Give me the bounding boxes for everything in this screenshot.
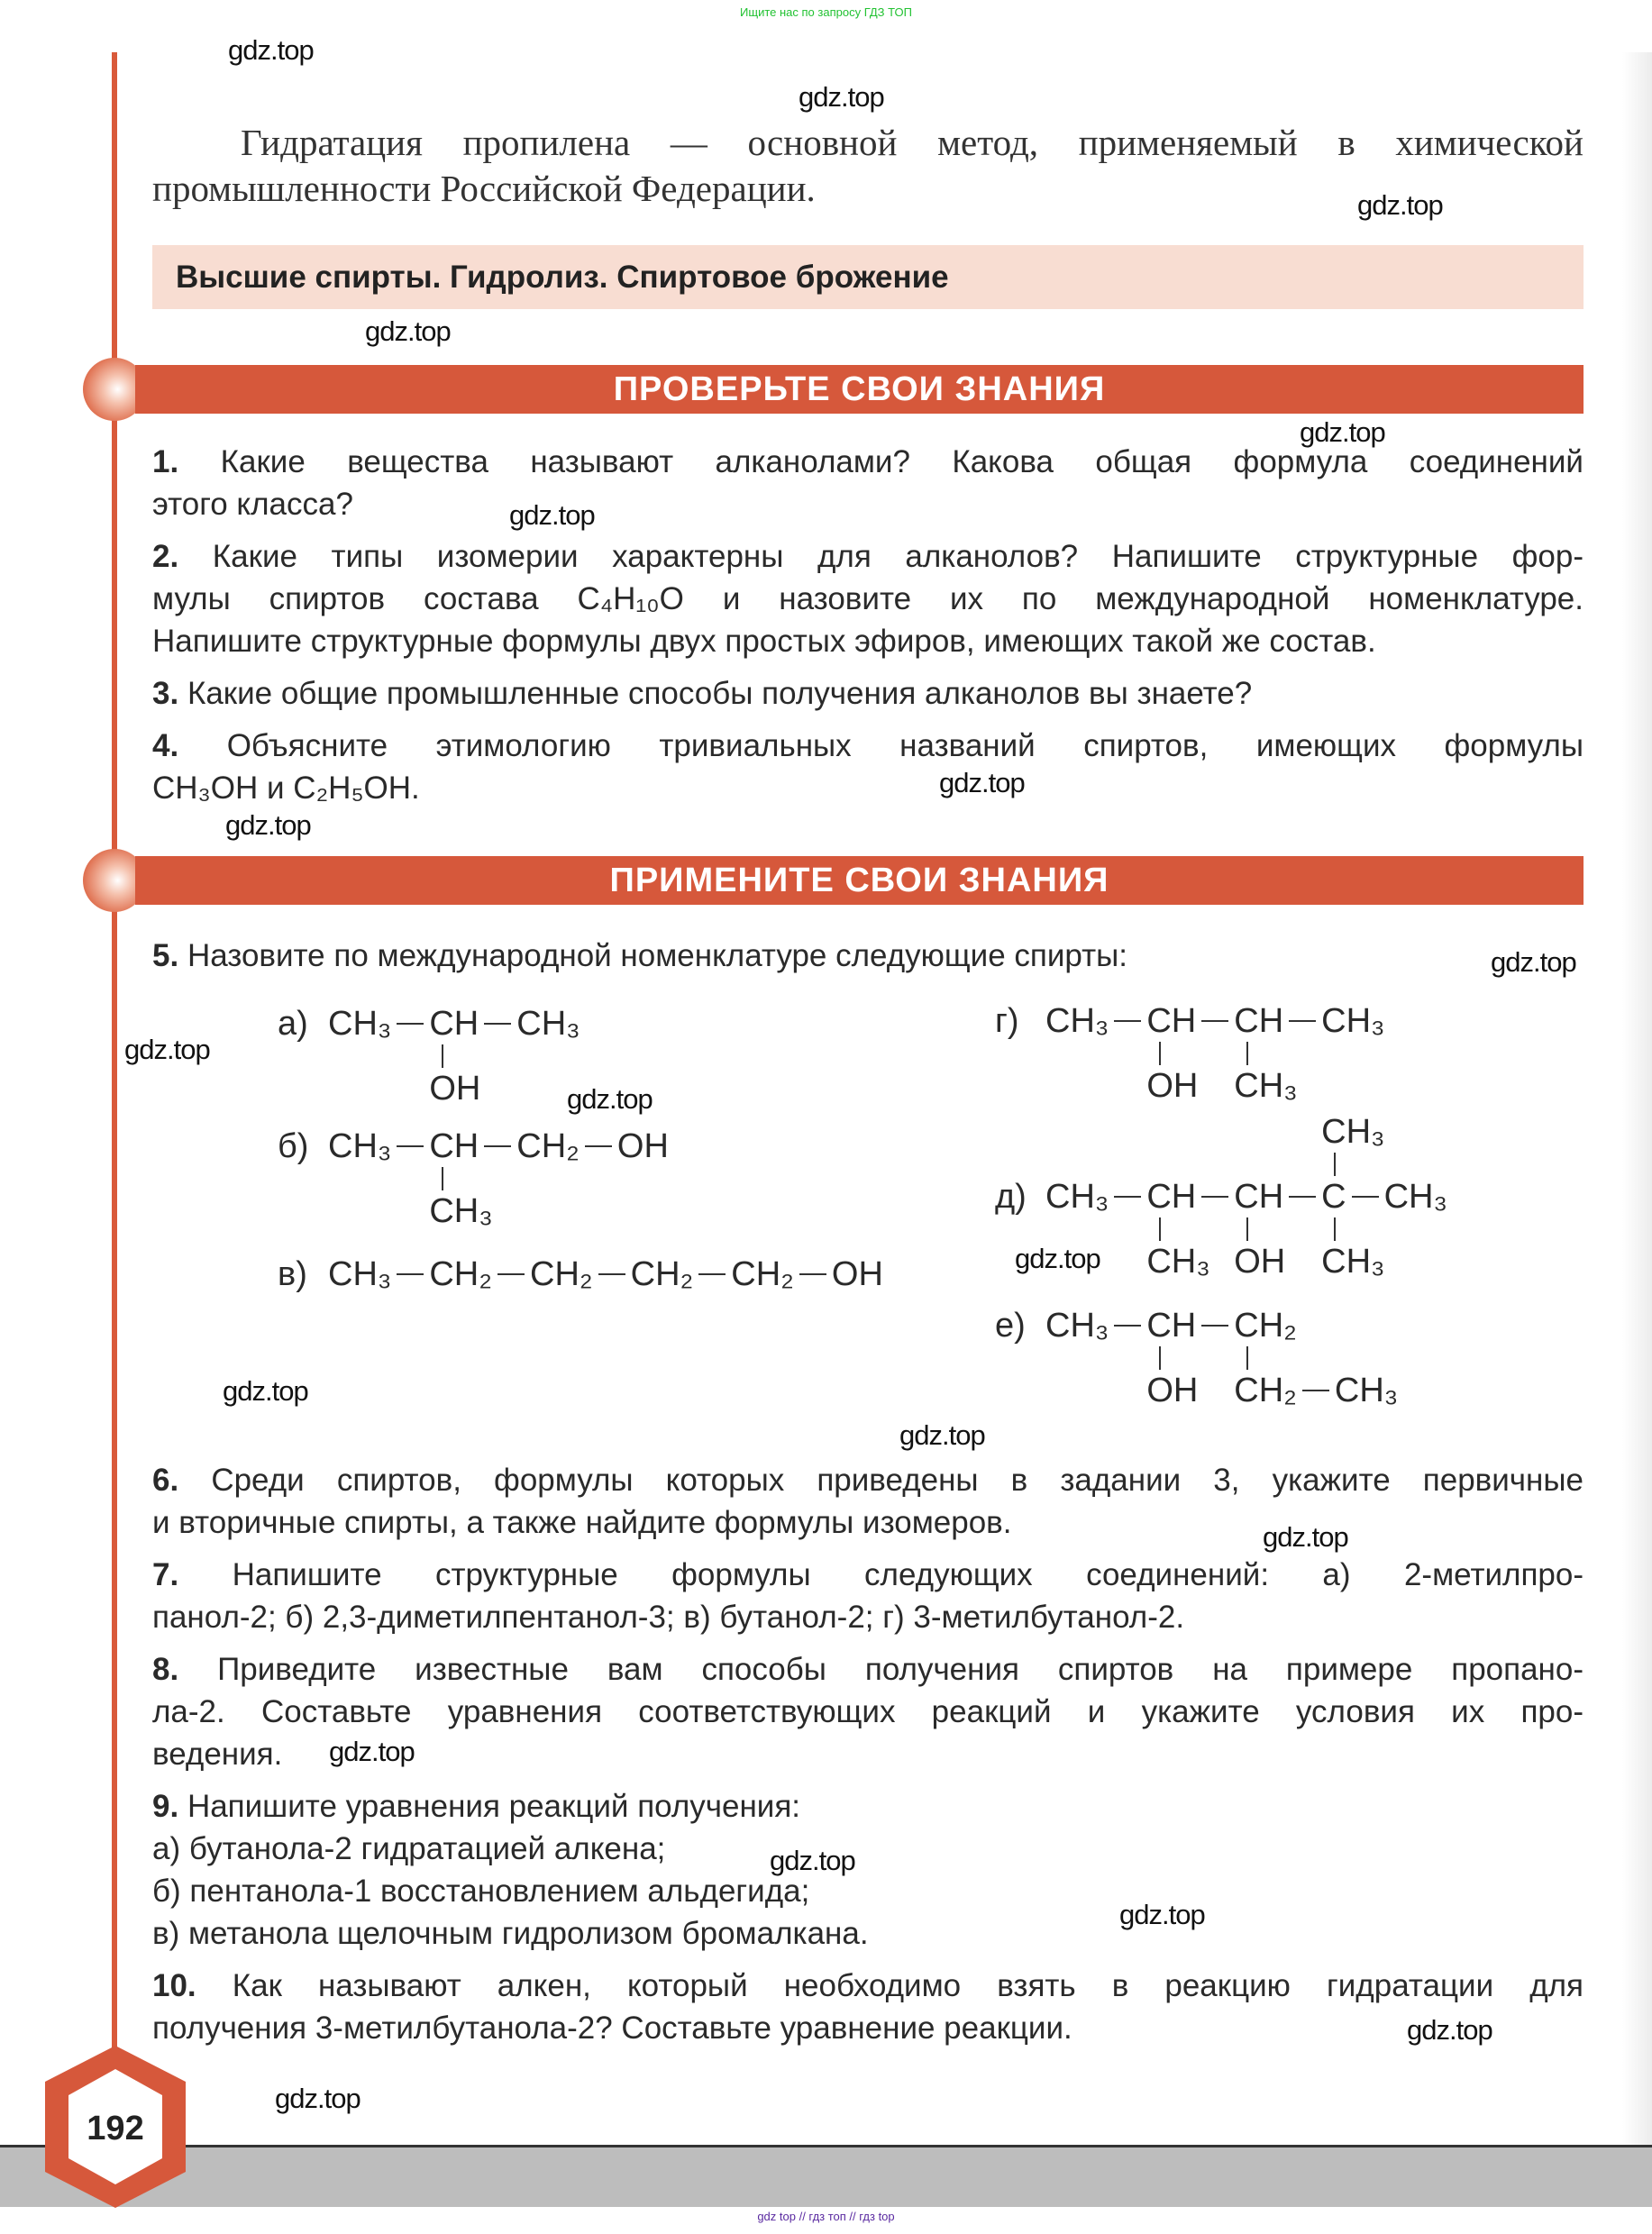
question-line xyxy=(152,1596,1584,1638)
bond-line xyxy=(1289,1196,1316,1198)
question-text: Напишите уравнения реакций получения: xyxy=(187,1789,801,1824)
question xyxy=(152,1554,1584,1638)
bond-line xyxy=(698,1273,726,1275)
question-text: Какие типы изомерии характерны для алканолов? Напишите структурные фор- xyxy=(212,539,1584,574)
question xyxy=(152,441,1584,525)
question-text: Среди спиртов, формулы которых приведены в задании 3, укажите первичные xyxy=(211,1463,1584,1498)
question-text: этого класса? xyxy=(152,487,353,522)
atom-group xyxy=(1045,1176,1109,1217)
question-number: 1. xyxy=(152,444,179,479)
substituent xyxy=(1146,1370,1198,1411)
atom-label: CH xyxy=(1146,1307,1197,1345)
section-banner-apply: ПРИМЕНИТЕ СВОИ ЗНАНИЯ xyxy=(135,856,1584,905)
question-line xyxy=(152,1870,1584,1912)
question xyxy=(152,1785,1584,1955)
question-line xyxy=(152,935,1584,977)
vertical-bond xyxy=(442,1044,443,1068)
atom-label: CH₂ xyxy=(731,1255,794,1293)
watermark: gdz.top xyxy=(1407,2014,1492,2046)
substituent-label: CH₃ xyxy=(1146,1243,1210,1281)
structural-formula xyxy=(278,1254,883,1295)
watermark: gdz.top xyxy=(770,1845,855,1876)
bond-line xyxy=(397,1145,424,1147)
question-number: 10. xyxy=(152,1968,196,2003)
vertical-bond xyxy=(1159,1346,1161,1370)
bond-line xyxy=(1114,1020,1141,1022)
substituent-label: CH₃ xyxy=(1234,1067,1298,1105)
formula-chain xyxy=(278,1126,669,1230)
atom-group xyxy=(530,1254,593,1295)
atom-label: CH₃ xyxy=(328,1127,392,1165)
formula-label: а) xyxy=(278,1005,308,1043)
question xyxy=(152,935,1584,977)
atom-group xyxy=(631,1254,694,1295)
structural-formula xyxy=(995,1305,1399,1409)
watermark: gdz.top xyxy=(329,1736,415,1767)
atom-label: CH₃ xyxy=(516,1005,580,1043)
question-text: Напишите структурные формулы следующих соединений: а) 2-метилпро- xyxy=(232,1557,1584,1592)
question-line xyxy=(152,1965,1584,2007)
atom-group xyxy=(1146,1000,1199,1105)
question xyxy=(152,725,1584,809)
atom-group xyxy=(429,1003,481,1108)
question xyxy=(152,1459,1584,1544)
vertical-bond xyxy=(1334,1217,1336,1241)
atom-group xyxy=(1234,1305,1399,1409)
question-text: и вторичные спирты, а также найдите формулы изомеров. xyxy=(152,1505,1012,1540)
bond-line xyxy=(397,1273,424,1275)
substituent-label: CH₃ xyxy=(1334,1372,1399,1409)
watermark: gdz.top xyxy=(509,499,595,531)
watermark: gdz.top xyxy=(124,1034,210,1065)
substituent-label: OH xyxy=(1146,1067,1199,1105)
watermark: gdz.top xyxy=(1491,946,1576,978)
question-line xyxy=(152,578,1584,620)
atom-label: OH xyxy=(616,1127,669,1165)
atom-group xyxy=(328,1126,391,1167)
bond-line xyxy=(585,1145,612,1147)
atom-label: CH₃ xyxy=(1045,1307,1109,1345)
question-line xyxy=(152,767,1584,809)
footer-note: gdz top // гдз топ // гдз top xyxy=(757,2210,895,2223)
question-text: ведения. xyxy=(152,1737,283,1772)
atom-label: CH xyxy=(429,1127,479,1165)
question-text: Как называют алкен, который необходимо взять в реакцию гидратации для xyxy=(232,1968,1584,2003)
question-line xyxy=(152,1828,1584,1870)
watermark: gdz.top xyxy=(1119,1899,1205,1930)
atom-group xyxy=(1146,1305,1199,1409)
atom-label: CH₃ xyxy=(328,1255,392,1293)
formula-label: в) xyxy=(278,1255,307,1293)
question-number: 7. xyxy=(152,1557,179,1592)
section-banner-check: ПРОВЕРЬТЕ СВОИ ЗНАНИЯ xyxy=(135,365,1584,414)
page-bottom-edge xyxy=(0,2145,1652,2207)
watermark: gdz.top xyxy=(799,81,884,113)
atom-group xyxy=(1045,1305,1109,1346)
question-line xyxy=(152,725,1584,767)
subheading-band xyxy=(152,245,1584,309)
atom-label: CH xyxy=(1234,1178,1284,1216)
formula-label: е) xyxy=(995,1307,1026,1345)
question-line xyxy=(152,620,1584,662)
question-line xyxy=(152,535,1584,578)
search-hint: Ищите нас по запросу ГДЗ ТОП xyxy=(740,5,912,19)
question-text: Объясните этимологию тривиальных названий спиртов, имеющих формулы xyxy=(226,728,1584,763)
question-number: 3. xyxy=(152,676,179,711)
watermark: gdz.top xyxy=(365,315,451,347)
watermark: gdz.top xyxy=(567,1083,653,1115)
question-number: 4. xyxy=(152,728,179,763)
bond-line xyxy=(1201,1196,1228,1198)
substituent xyxy=(429,1190,492,1232)
vertical-bond xyxy=(442,1167,443,1190)
questions-check xyxy=(152,441,1584,809)
atom-group xyxy=(429,1126,493,1230)
question-text: CH₃OH и C₂H₅OH. xyxy=(152,771,420,806)
question-text: панол-2; б) 2,3-диметилпентанол-3; в) бутанол-2; г) 3-метилбутанол-2. xyxy=(152,1600,1185,1635)
atom-group xyxy=(731,1254,794,1295)
question-text: Напишите структурные формулы двух простых эфиров, имеющих такой же состав. xyxy=(152,624,1376,659)
atom-label: CH₃ xyxy=(1045,1002,1109,1040)
question-line xyxy=(152,1459,1584,1501)
question xyxy=(152,535,1584,662)
substituent-label: OH xyxy=(429,1070,481,1108)
page-number: 192 xyxy=(87,2110,144,2147)
atom-group xyxy=(328,1254,391,1295)
substituent xyxy=(1146,1241,1209,1282)
question-number: 2. xyxy=(152,539,179,574)
bond-line xyxy=(799,1273,826,1275)
atom-label: CH₂ xyxy=(530,1255,593,1293)
atom-group xyxy=(1234,1176,1286,1281)
atom-label: CH₃ xyxy=(1045,1178,1109,1216)
bond-line xyxy=(1302,1390,1329,1391)
watermark: gdz.top xyxy=(275,2083,361,2114)
formula-label: д) xyxy=(995,1178,1027,1216)
question-line xyxy=(152,672,1584,715)
substituent xyxy=(1321,1111,1384,1153)
atom-group xyxy=(1384,1176,1447,1217)
substituent xyxy=(1234,1065,1297,1107)
atom-label: C xyxy=(1321,1178,1346,1216)
question-line xyxy=(152,1648,1584,1691)
bond-line xyxy=(1352,1196,1379,1198)
vertical-bond xyxy=(1334,1153,1336,1176)
bond-line xyxy=(1289,1020,1316,1022)
watermark: gdz.top xyxy=(1263,1521,1348,1553)
substituent xyxy=(1146,1065,1198,1107)
structural-formula xyxy=(278,1003,580,1108)
question-number: 8. xyxy=(152,1652,179,1687)
substituent-label: OH xyxy=(1146,1372,1199,1409)
substituent xyxy=(429,1068,480,1109)
bond-line xyxy=(1114,1325,1141,1327)
question xyxy=(152,1965,1584,2049)
bond-line xyxy=(598,1273,625,1275)
watermark: gdz.top xyxy=(939,767,1025,798)
structural-formula xyxy=(278,1126,669,1230)
formula-chain xyxy=(278,1003,580,1108)
question-number: 9. xyxy=(152,1789,179,1824)
question-text: б) пентанола-1 восстановлением альдегида; xyxy=(152,1874,810,1909)
question-line xyxy=(152,1691,1584,1733)
question-text: Какие вещества называют алканолами? Какова общая формула соединений xyxy=(220,444,1584,479)
watermark: gdz.top xyxy=(1300,416,1385,448)
vertical-bond xyxy=(1246,1217,1248,1241)
atom-group xyxy=(617,1126,669,1167)
atom-group xyxy=(516,1003,580,1044)
question-line xyxy=(152,1501,1584,1544)
watermark: gdz.top xyxy=(899,1419,985,1451)
subheading: Высшие спирты. Гидролиз. Спиртовое брожение xyxy=(176,260,949,295)
bond-line xyxy=(484,1023,511,1025)
atom-label: CH xyxy=(429,1005,479,1043)
atom-group xyxy=(1234,1000,1298,1105)
atom-group xyxy=(1146,1176,1210,1281)
substituent xyxy=(1234,1241,1285,1282)
question-number: 5. xyxy=(152,938,179,973)
question-text: в) метанола щелочным гидролизом бромалкана. xyxy=(152,1916,869,1951)
substituent-label: CH₂ xyxy=(1234,1372,1297,1409)
substituent-label: CH₃ xyxy=(429,1192,493,1230)
formula-chain xyxy=(995,1000,1385,1105)
question-text: ла-2. Составьте уравнения соответствующих реакций и укажите условия их про- xyxy=(152,1694,1584,1729)
bond-line xyxy=(484,1145,511,1147)
bond-line xyxy=(1201,1325,1228,1327)
atom-label: CH₂ xyxy=(1234,1307,1297,1345)
atom-group xyxy=(1321,1000,1384,1042)
question-line xyxy=(152,1554,1584,1596)
question-text: Какие общие промышленные способы получения алканолов вы знаете? xyxy=(187,676,1253,711)
atom-group xyxy=(1321,1113,1385,1281)
atom-group xyxy=(1045,1000,1109,1042)
watermark: gdz.top xyxy=(228,34,314,66)
formula-label: г) xyxy=(995,1002,1019,1040)
structural-formula xyxy=(995,1000,1385,1105)
atom-group xyxy=(832,1254,883,1295)
formula-label: б) xyxy=(278,1127,309,1165)
question-5 xyxy=(152,935,1584,977)
atom-label: CH₂ xyxy=(429,1255,492,1293)
substituent-label: OH xyxy=(1234,1243,1286,1281)
atom-group xyxy=(516,1126,580,1167)
atom-label: OH xyxy=(831,1255,883,1293)
watermark: gdz.top xyxy=(225,809,311,841)
formula-chain xyxy=(278,1254,883,1295)
question xyxy=(152,672,1584,715)
bond-line xyxy=(397,1023,424,1025)
atom-group xyxy=(328,1003,391,1044)
vertical-bond xyxy=(1159,1042,1161,1065)
question-line xyxy=(152,1785,1584,1828)
bond-line xyxy=(1201,1020,1228,1022)
atom-label: CH xyxy=(1146,1002,1197,1040)
question-text: Назовите по международной номенклатуре следующие спирты: xyxy=(187,938,1128,973)
question-text: получения 3-метилбутанола-2? Составьте уравнение реакции. xyxy=(152,2011,1072,2046)
page-edge-shadow xyxy=(1622,52,1652,2145)
atom-group xyxy=(429,1254,492,1295)
atom-label: CH₂ xyxy=(630,1255,694,1293)
question-line xyxy=(152,483,1584,525)
question-number: 6. xyxy=(152,1463,179,1498)
question-line xyxy=(152,1912,1584,1955)
intro-line: Гидратация пропилена — основной метод, применяемый в химической xyxy=(241,122,1584,163)
atom-label: CH xyxy=(1234,1002,1284,1040)
watermark: gdz.top xyxy=(223,1375,308,1407)
vertical-bond xyxy=(1159,1217,1161,1241)
atom-label: CH₃ xyxy=(1321,1002,1385,1040)
question-line xyxy=(152,2007,1584,2049)
watermark: gdz.top xyxy=(1015,1243,1100,1274)
substituent-label: CH₃ xyxy=(1321,1113,1385,1151)
question-text: а) бутанола-2 гидратацией алкена; xyxy=(152,1831,666,1866)
question-text: мулы спиртов состава C₄H₁₀O и назовите их по международной номенклатуре. xyxy=(152,581,1584,616)
question-text: Приведите известные вам способы получения спиртов на примере пропано- xyxy=(217,1652,1584,1687)
bond-line xyxy=(497,1273,525,1275)
substituent-label: CH₃ xyxy=(1321,1243,1385,1281)
substituent xyxy=(1234,1370,1398,1411)
page-number-badge xyxy=(45,2046,186,2208)
formula-chain xyxy=(995,1305,1399,1409)
watermark: gdz.top xyxy=(1357,189,1443,221)
vertical-bond xyxy=(1246,1346,1248,1370)
intro-line: промышленности Российской Федерации. xyxy=(152,168,816,209)
atom-label: CH xyxy=(1146,1178,1197,1216)
vertical-bond xyxy=(1246,1042,1248,1065)
substituent xyxy=(1321,1241,1384,1282)
atom-label: CH₃ xyxy=(328,1005,392,1043)
atom-label: CH₂ xyxy=(516,1127,580,1165)
atom-label: CH₃ xyxy=(1383,1178,1447,1216)
bond-line xyxy=(1114,1196,1141,1198)
